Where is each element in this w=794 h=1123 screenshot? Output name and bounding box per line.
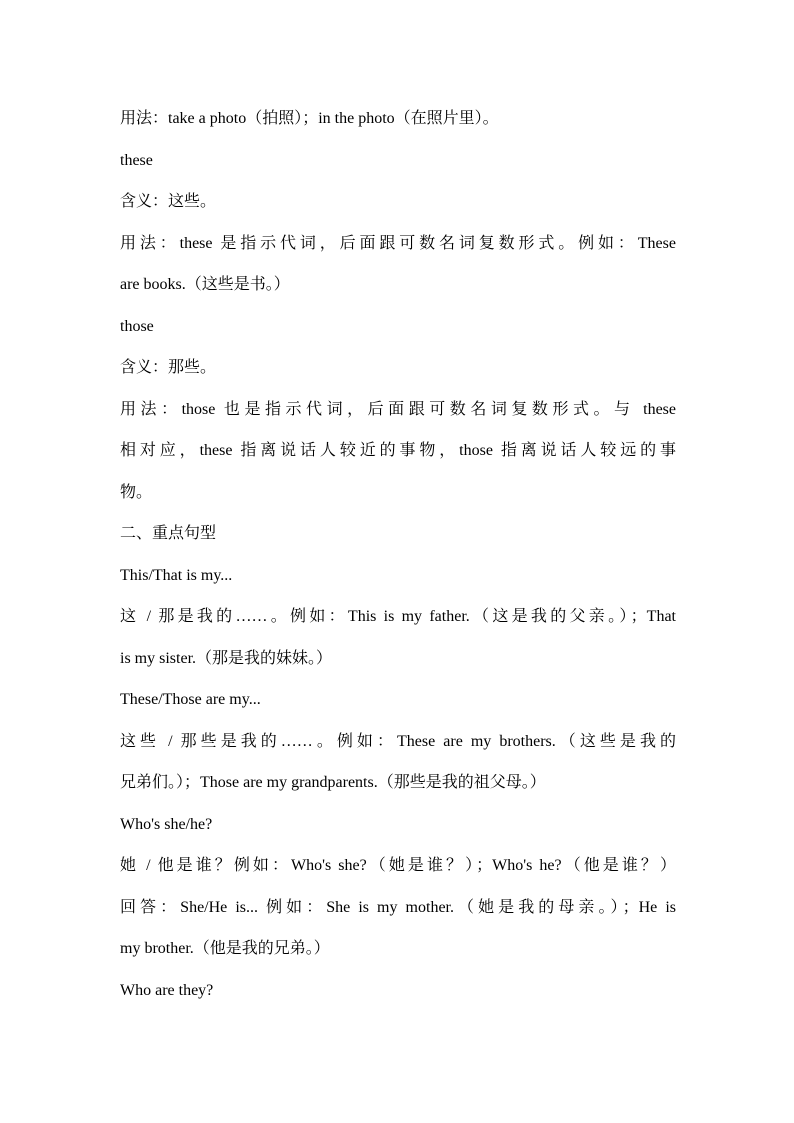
text-line: 物。 <box>120 483 153 501</box>
text-line: 二、重点句型 <box>120 525 217 542</box>
text-line: 用法：take a photo（拍照）；in the photo（在照片里）。 <box>120 110 499 127</box>
text-line: These/Those are my... <box>120 691 261 708</box>
text-line: This/That is my... <box>120 566 233 584</box>
text-line: Who are they? <box>120 981 214 999</box>
text-line: 含义：那些。 <box>120 359 217 376</box>
text-line: 兄弟们。）；Those are my grandparents.（那些是我的祖父母。） <box>120 774 546 791</box>
text-line: is my sister.（那是我的妹妹。） <box>120 649 333 667</box>
text-line: those <box>120 317 154 335</box>
text-line: 她 / 他是谁？例如：Who's she?（她是谁？）；Who's he?（他是谁？） <box>120 857 676 874</box>
text-line: 含义：这些。 <box>120 193 217 210</box>
text-line: my brother.（他是我的兄弟。） <box>120 940 330 957</box>
text-line: 相对应，these 指离说话人较近的事物，those 指离说话人较远的事 <box>120 442 676 459</box>
text-line: 用法：these 是指示代词，后面跟可数名词复数形式。例如：These <box>120 234 676 252</box>
text-line: 回答：She/He is... 例如：She is my mother.（她是我的母亲。）；He is <box>120 898 676 916</box>
text-line: these <box>120 151 153 169</box>
text-line: 这 / 那是我的……。例如：This is my father.（这是我的父亲。）；That <box>120 608 676 625</box>
text-line: 这些 / 那些是我的……。例如：These are my brothers.（这些是我的 <box>120 732 676 750</box>
text-line: 用法：those 也是指示代词，后面跟可数名词复数形式。与 these <box>120 400 676 418</box>
document-body <box>120 98 676 1011</box>
text-line: Who's she/he? <box>120 815 213 833</box>
text-line: are books.（这些是书。） <box>120 276 290 293</box>
